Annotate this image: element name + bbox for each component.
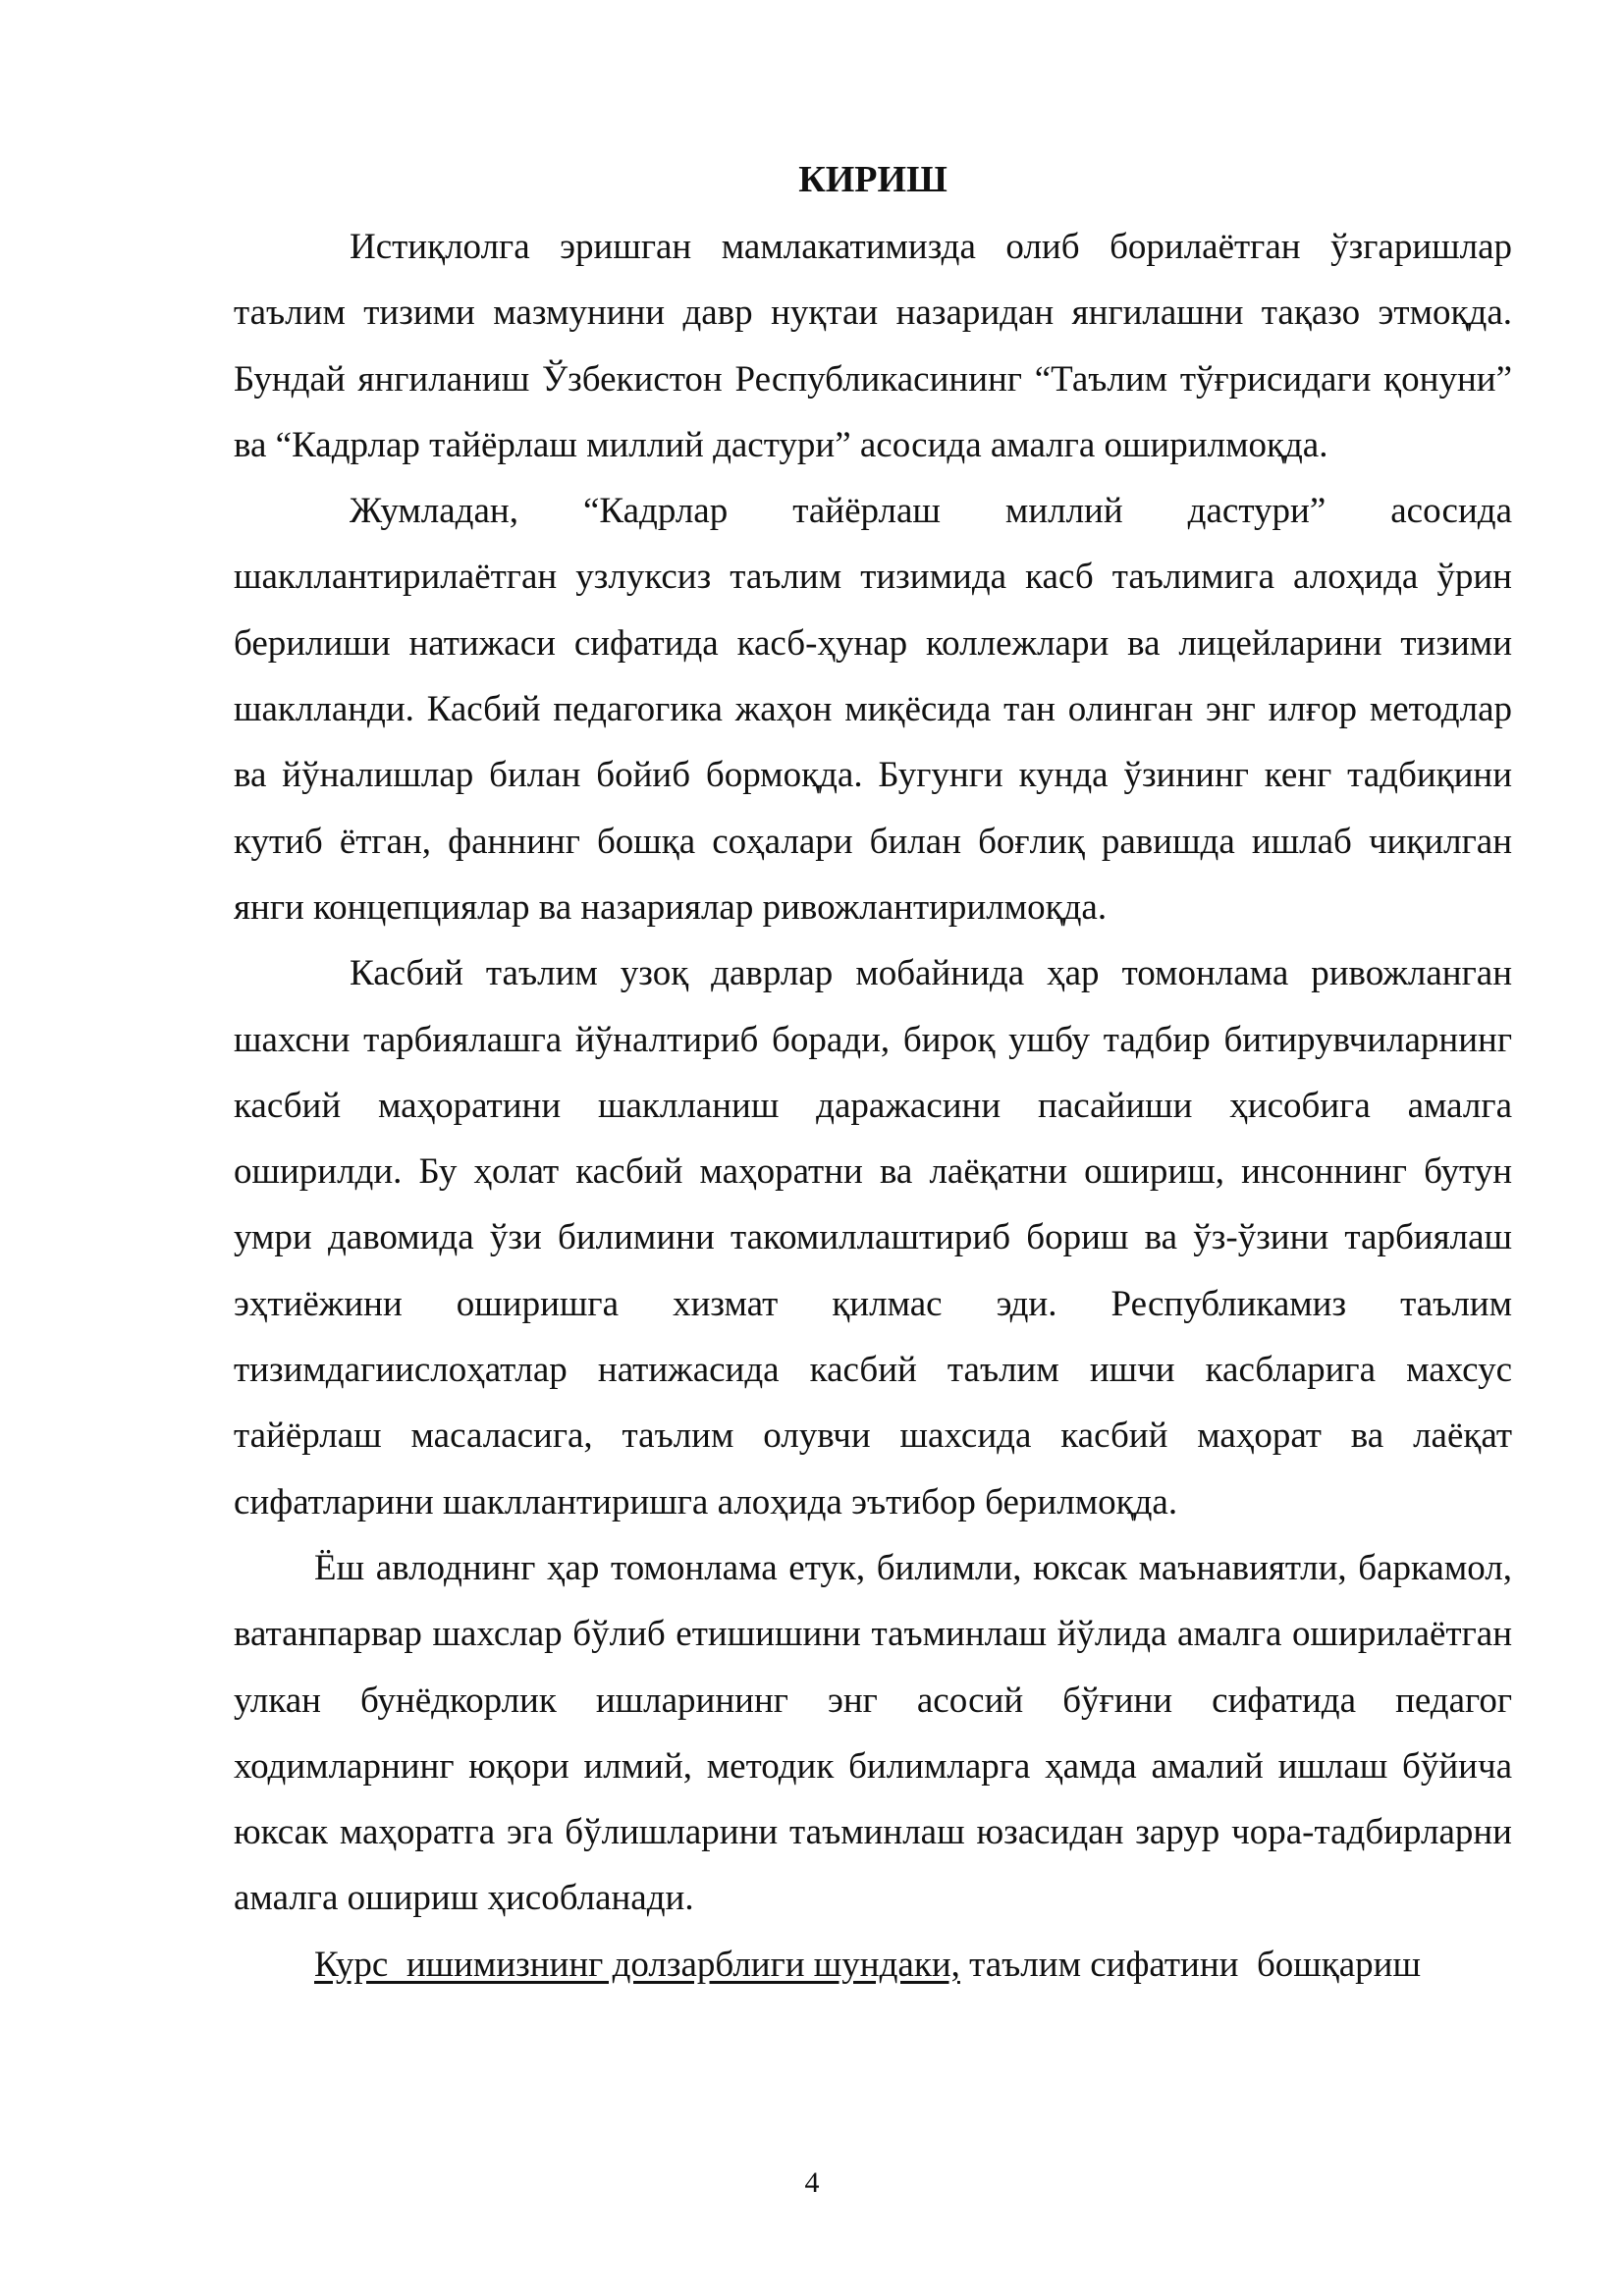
- paragraph-5: [234, 1932, 1512, 1998]
- paragraph-3: Касбий таълим узоқ даврлар мобайнида ҳар томонлама ривожланган шахсни тарбиялашга йўналтириб боради, бироқ ушбу тадбир битирувчиларнинг касбий маҳоратини шаклланиш даражасини пасайиши ҳисобига амалга оширилди. Бу ҳолат касбий маҳоратни ва лаёқатни ошириш, инсоннинг бутун умри давомида ўзи билимини такомиллаштириб бориш ва ўз-ўзини тарбиялаш эҳтиёжини оширишга хизмат қилмас эди. Республикамиз таълим тизимдагиислоҳатлар натижасида касбий таълим ишчи касбларига махсус тайёрлаш масаласига, таълим олувчи шахсида касбий маҳорат ва лаёқат сифатларини шакллантиришга алоҳида эътибор берилмоқда.: [234, 953, 1512, 1522]
- page-number: 4: [804, 2166, 820, 2199]
- paragraph-4: Ёш авлоднинг ҳар томонлама етук, билимли, юксак маънавиятли, баркамол, ватанпарвар шахслар бўлиб етишишини таъминлаш йўлида амалга оширилаётган улкан бунёдкорлик ишларининг энг асосий бўғини сифатида педагог ходимларнинг юқори илмий, методик билимларга ҳамда амалий ишлаш бўйича юксак маҳоратга эга бўлишларини таъминлаш юзасидан зарур чора-тадбирларни амалга ошириш ҳисобланади.: [234, 1547, 1512, 1919]
- relevance-heading: Курс ишимизнинг долзарблиги шундаки,: [314, 1944, 960, 1985]
- paragraph-2: Жумладан, “Кадрлар тайёрлаш миллий дастури” асосида шакллантирилаётган узлуксиз таълим тизимида касб таълимига алоҳида ўрин берилиши натижаси сифатида касб-ҳунар коллежлари ва лицейларини тизими шаклланди. Касбий педагогика жаҳон миқёсида тан олинган энг илғор методлар ва йўналишлар билан бойиб бормоқда. Бугунги кунда ўзининг кенг тадбиқини кутиб ётган, фаннинг бошқа соҳалари билан боғлиқ равишда ишлаб чиқилган янги концепциялар ва назариялар ривожлантирилмоқда.: [234, 491, 1512, 928]
- section-title: КИРИШ: [798, 159, 947, 200]
- document-body: [234, 147, 1512, 1998]
- paragraph-5-text: таълим сифатини бошқариш: [959, 1944, 1421, 1985]
- paragraph-1: Истиқлолга эришган мамлакатимизда олиб борилаётган ўзгаришлар таълим тизими мазмунини давр нуқтаи назаридан янгилашни тақазо этмоқда. Бундай янгиланиш Ўзбекистон Республикасининг “Таълим тўғрисидаги қонуни” ва “Кадрлар тайёрлаш миллий дастури” асосида амалга оширилмоқда.: [234, 227, 1512, 465]
